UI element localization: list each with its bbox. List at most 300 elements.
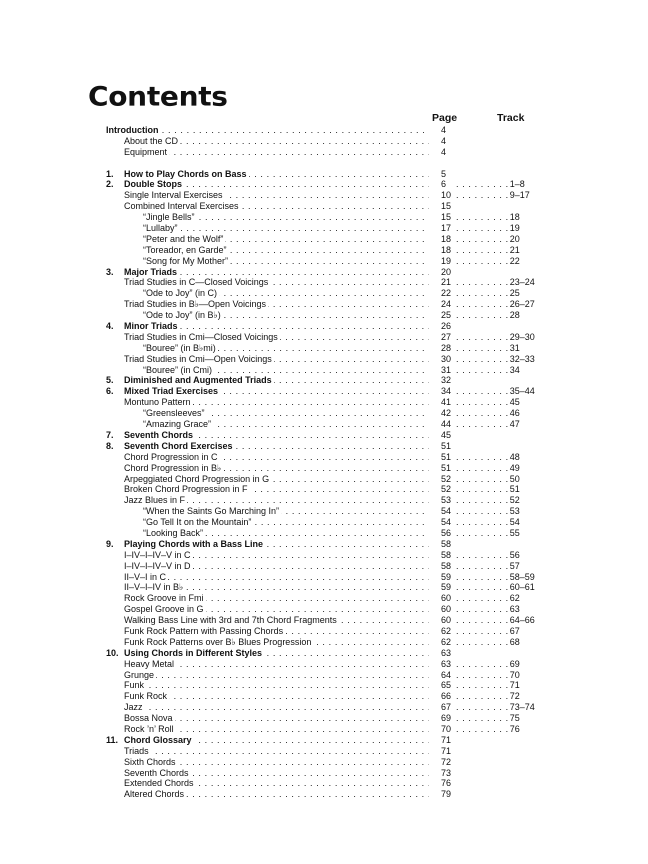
track-number-text: 55 — [509, 527, 520, 538]
page-number: 4 — [441, 125, 447, 135]
track-leader-dots: . . . . . . . . . — [456, 658, 509, 669]
entry-title-text: Seventh Chords — [124, 429, 194, 440]
entry-title-text: Double Stops — [124, 179, 182, 190]
track-leader-dots: . . . . . . . . . — [456, 582, 509, 593]
track-number-text: 31 — [509, 342, 520, 353]
page-number: 44 — [441, 419, 452, 430]
page-number: 54 — [441, 506, 452, 517]
toc-entry — [106, 354, 546, 365]
track-number-text: 22 — [509, 255, 520, 266]
entry-title-text: II–V–I–IV in B♭ — [124, 582, 184, 593]
track-number-text: 50 — [509, 473, 520, 484]
page-number: 60 — [441, 615, 452, 626]
track-leader-dots: . . . . . . . . . — [456, 244, 509, 255]
entry-title-text: Single Interval Exercises — [124, 190, 223, 201]
entry-title-text: “Bouree” (in B♭mi) — [143, 342, 216, 353]
entry-title — [143, 506, 429, 517]
track-number — [456, 256, 548, 267]
track-number-text: 52 — [509, 495, 520, 506]
entry-title — [143, 223, 429, 234]
entry-title — [124, 354, 429, 365]
entry-title — [124, 277, 429, 288]
entry-title — [124, 375, 429, 386]
entry-title-text: Combined Interval Exercises — [124, 201, 239, 212]
track-number — [456, 223, 548, 234]
entry-title — [124, 572, 429, 583]
entry-title-text: Funk Rock Pattern with Passing Chords — [124, 625, 284, 636]
track-number — [456, 234, 548, 245]
toc-entry — [106, 408, 546, 419]
track-leader-dots: . . . . . . . . . — [456, 190, 509, 201]
track-number — [456, 419, 548, 430]
track-leader-dots: . . . . . . . . . — [456, 636, 509, 647]
track-number — [456, 288, 548, 299]
entry-title-text: Jazz Blues in F — [124, 495, 186, 506]
track-leader-dots: . . . . . . . . . — [456, 223, 509, 234]
entry-title — [124, 680, 429, 691]
track-leader-dots: . . . . . . . . . — [456, 397, 509, 408]
toc-entry — [106, 539, 546, 550]
page-number: 4 — [441, 135, 447, 146]
track-leader-dots: . . . . . . . . . — [456, 495, 509, 506]
page-title: Contents — [88, 80, 228, 113]
toc-entry — [106, 147, 546, 158]
page-number: 17 — [441, 223, 452, 234]
entry-title-text: Funk Rock Patterns over B♭ Blues Progression — [124, 636, 312, 647]
entry-title-text: Sixth Chords — [124, 756, 176, 767]
entry-title — [143, 408, 429, 419]
track-leader-dots: . . . . . . . . . — [456, 473, 509, 484]
toc-entry — [106, 321, 546, 332]
track-number-text: 72 — [509, 691, 520, 702]
entry-title-text: “Ode to Joy” (in C) — [143, 288, 218, 299]
toc-entry — [106, 190, 546, 201]
entry-title-text: Mixed Triad Exercises — [124, 386, 219, 397]
page-number: 18 — [441, 233, 452, 244]
toc-entry — [106, 670, 546, 681]
toc-entry — [106, 245, 546, 256]
page-number: 52 — [441, 473, 452, 484]
toc-entry — [106, 691, 546, 702]
track-leader-dots: . . . . . . . . . — [456, 288, 509, 299]
toc-entry — [106, 648, 546, 659]
entry-title-text: Playing Chords with a Bass Line — [124, 538, 264, 549]
track-number-text: 47 — [509, 419, 520, 430]
entry-title — [124, 147, 429, 158]
track-number-text: 68 — [509, 636, 520, 647]
chapter-number: 5. — [106, 375, 114, 386]
entry-title — [124, 550, 429, 561]
toc-entry — [106, 582, 546, 593]
track-leader-dots: . . . . . . . . . — [456, 255, 509, 266]
track-number-text: 67 — [509, 625, 520, 636]
track-number-text: 51 — [509, 484, 520, 495]
track-number-text: 32–33 — [509, 353, 535, 364]
entry-title-text: How to Play Chords on Bass — [124, 168, 247, 179]
track-number-text: 45 — [509, 397, 520, 408]
track-number-text: 26–27 — [509, 299, 535, 310]
toc-entry — [106, 201, 546, 212]
track-column-header: Track — [497, 112, 525, 124]
toc-entry — [106, 452, 546, 463]
track-number-text: 46 — [509, 408, 520, 419]
track-leader-dots: . . . . . . . . . — [456, 604, 509, 615]
track-leader-dots: . . . . . . . . . — [456, 212, 509, 223]
page-number: 65 — [441, 680, 452, 691]
entry-title-text: Triad Studies in C—Closed Voicings — [124, 277, 269, 288]
toc-entry — [106, 136, 546, 147]
track-number — [456, 212, 548, 223]
page-number: 58 — [441, 549, 452, 560]
entry-title — [124, 757, 429, 768]
track-number — [456, 680, 548, 691]
toc-entry — [106, 386, 546, 397]
entry-title-text: “Ode to Joy” (in B♭) — [143, 310, 221, 321]
entry-title — [124, 702, 429, 713]
entry-title-text: Bossa Nova — [124, 713, 173, 724]
entry-title-text: Major Triads — [124, 266, 178, 277]
toc-entry — [106, 474, 546, 485]
toc-entry — [106, 517, 546, 528]
entry-title — [124, 691, 429, 702]
track-number — [456, 397, 548, 408]
entry-title — [124, 190, 429, 201]
entry-title-text: Gospel Groove in G — [124, 604, 204, 615]
entry-title — [106, 125, 429, 136]
entry-title-text: “Lullaby” — [143, 223, 178, 234]
entry-title — [124, 332, 429, 343]
track-number-text: 71 — [509, 680, 520, 691]
entry-title-text: Grunge — [124, 669, 155, 680]
entry-title — [124, 615, 429, 626]
toc-entry — [106, 169, 546, 180]
entry-title — [143, 288, 429, 299]
page-number: 76 — [441, 778, 452, 789]
track-leader-dots: . . . . . . . . . — [456, 615, 509, 626]
page-number: 66 — [441, 691, 452, 702]
entry-title — [143, 365, 429, 376]
page-number: 79 — [441, 789, 452, 800]
page-number: 25 — [441, 310, 452, 321]
track-number-text: 73–74 — [509, 702, 535, 713]
track-number-text: 21 — [509, 244, 520, 255]
track-leader-dots: . . . . . . . . . — [456, 549, 509, 560]
page-number: 41 — [441, 397, 452, 408]
page-number: 15 — [441, 201, 452, 212]
track-leader-dots: . . . . . . . . . — [456, 527, 509, 538]
track-leader-dots: . . . . . . . . . — [456, 408, 509, 419]
track-leader-dots: . . . . . . . . . — [456, 680, 509, 691]
entry-title — [124, 539, 429, 550]
toc-entry — [106, 397, 546, 408]
entry-title — [143, 517, 429, 528]
entry-title — [124, 169, 429, 180]
entry-title — [124, 386, 429, 397]
entry-title-text: “Looking Back” — [143, 527, 204, 538]
page-number: 27 — [441, 331, 452, 342]
page-number: 5 — [441, 168, 447, 179]
entry-title-text: Seventh Chord Exercises — [124, 440, 233, 451]
track-number-text: 56 — [509, 549, 520, 560]
entry-title — [143, 419, 429, 430]
track-leader-dots: . . . . . . . . . — [456, 702, 509, 713]
track-leader-dots: . . . . . . . . . — [456, 669, 509, 680]
toc-entry — [106, 637, 546, 648]
entry-title — [124, 452, 429, 463]
track-number — [456, 277, 548, 288]
track-leader-dots: . . . . . . . . . — [456, 451, 509, 462]
page-number: 67 — [441, 702, 452, 713]
page-number: 69 — [441, 713, 452, 724]
entry-title — [124, 441, 429, 452]
entry-title — [124, 768, 429, 779]
entry-title-text: Walking Bass Line with 3rd and 7th Chord Fragments — [124, 615, 337, 626]
entry-title — [124, 659, 429, 670]
page-number: 63 — [441, 647, 452, 658]
entry-title — [124, 582, 429, 593]
track-number — [456, 572, 548, 583]
toc-entry — [106, 495, 546, 506]
track-leader-dots: . . . . . . . . . — [456, 179, 509, 190]
chapter-number: 10. — [106, 647, 119, 658]
track-number-text: 53 — [509, 506, 520, 517]
toc-entry — [106, 179, 546, 190]
track-leader-dots: . . . . . . . . . — [456, 506, 509, 517]
track-number — [456, 582, 548, 593]
entry-title-text: “Jingle Bells” — [143, 212, 195, 223]
toc-entry — [106, 223, 546, 234]
track-number — [456, 550, 548, 561]
entry-title-text: “Bouree” (in Cmi) — [143, 364, 213, 375]
track-leader-dots: . . . . . . . . . — [456, 691, 509, 702]
track-leader-dots: . . . . . . . . . — [456, 364, 509, 375]
track-number — [456, 474, 548, 485]
entry-title-text: “Amazing Grace” — [143, 419, 212, 430]
toc-entry — [106, 463, 546, 474]
track-leader-dots: . . . . . . . . . — [456, 233, 509, 244]
entry-title-text: I–IV–I–IV–V in C — [124, 549, 191, 560]
page-number: 20 — [441, 266, 452, 277]
entry-title — [124, 789, 429, 800]
entry-title — [124, 397, 429, 408]
chapter-number: 3. — [106, 266, 114, 277]
track-leader-dots: . . . . . . . . . — [456, 560, 509, 571]
toc-entry — [106, 768, 546, 779]
page-number: 19 — [441, 255, 452, 266]
toc-entry — [106, 702, 546, 713]
toc-entry — [106, 125, 546, 136]
entry-title-text: “Toreador, en Garde” — [143, 244, 227, 255]
track-number — [456, 343, 548, 354]
chapter-number: 4. — [106, 321, 114, 332]
page-number: 70 — [441, 723, 452, 734]
chapter-number: 6. — [106, 386, 114, 397]
track-number — [456, 332, 548, 343]
entry-title — [143, 256, 429, 267]
entry-title — [124, 430, 429, 441]
track-number — [456, 593, 548, 604]
page-number: 30 — [441, 353, 452, 364]
entry-title — [124, 670, 429, 681]
entry-title — [124, 746, 429, 757]
page-number: 51 — [441, 440, 452, 451]
page-column-header: Page — [432, 112, 458, 124]
track-number — [456, 702, 548, 713]
entry-title — [124, 179, 429, 190]
toc-entry — [106, 626, 546, 637]
page-number: 71 — [441, 734, 452, 745]
toc-entry — [106, 735, 546, 746]
track-number-text: 69 — [509, 658, 520, 669]
track-number-text: 64–66 — [509, 615, 535, 626]
entry-title — [124, 201, 429, 212]
entry-title-text: “When the Saints Go Marching In” — [143, 506, 280, 517]
entry-title-text: I–IV–I–IV–V in D — [124, 560, 191, 571]
entry-title — [124, 299, 429, 310]
page-number: 45 — [441, 429, 452, 440]
track-number-text: 25 — [509, 288, 520, 299]
toc-entry — [106, 332, 546, 343]
track-number — [456, 190, 548, 201]
track-number-text: 28 — [509, 310, 520, 321]
track-leader-dots: . . . . . . . . . — [456, 723, 509, 734]
entry-title-text: Minor Triads — [124, 321, 178, 332]
track-number-text: 60–61 — [509, 582, 535, 593]
page-number: 58 — [441, 538, 452, 549]
track-number — [456, 310, 548, 321]
track-number-text: 1–8 — [509, 179, 525, 190]
track-number — [456, 724, 548, 735]
track-number — [456, 463, 548, 474]
track-number-text: 20 — [509, 233, 520, 244]
track-leader-dots: . . . . . . . . . — [456, 419, 509, 430]
track-number — [456, 299, 548, 310]
track-number — [456, 528, 548, 539]
entry-title-text: Rock ’n’ Roll — [124, 723, 174, 734]
page-number: 54 — [441, 517, 452, 528]
entry-title — [124, 626, 429, 637]
track-number — [456, 452, 548, 463]
page-number: 26 — [441, 321, 452, 332]
track-leader-dots: . . . . . . . . . — [456, 571, 509, 582]
toc-entry — [106, 343, 546, 354]
track-number-text: 19 — [509, 223, 520, 234]
entry-title — [124, 484, 429, 495]
track-number — [456, 495, 548, 506]
chapter-number: 1. — [106, 168, 114, 179]
track-number-text: 62 — [509, 593, 520, 604]
track-leader-dots: . . . . . . . . . — [456, 517, 509, 528]
toc-entry — [106, 441, 546, 452]
entry-title — [124, 604, 429, 615]
entry-title — [143, 245, 429, 256]
toc-entry — [106, 615, 546, 626]
track-number — [456, 713, 548, 724]
entry-title-text: Rock Groove in Fmi — [124, 593, 204, 604]
entry-title-text: Diminished and Augmented Triads — [124, 375, 272, 386]
track-number — [456, 670, 548, 681]
page-number: 4 — [441, 146, 447, 157]
toc-entry — [106, 310, 546, 321]
toc-entry — [106, 593, 546, 604]
track-number-text: 23–24 — [509, 277, 535, 288]
track-leader-dots: . . . . . . . . . — [456, 593, 509, 604]
entry-title — [124, 561, 429, 572]
entry-title — [124, 648, 429, 659]
toc-entry — [106, 778, 546, 789]
page-number: 22 — [441, 288, 452, 299]
entry-title-text: Using Chords in Different Styles — [124, 647, 263, 658]
track-number — [456, 506, 548, 517]
track-number-text: 54 — [509, 517, 520, 528]
entry-title — [124, 136, 429, 147]
track-number — [456, 245, 548, 256]
page-number: 58 — [441, 560, 452, 571]
entry-title — [124, 735, 429, 746]
track-leader-dots: . . . . . . . . . — [456, 353, 509, 364]
toc-entry — [106, 604, 546, 615]
entry-title-text: Triad Studies in B♭—Open Voicings — [124, 299, 266, 310]
toc-entry — [106, 234, 546, 245]
track-leader-dots: . . . . . . . . . — [456, 386, 509, 397]
entry-title-text: Introduction — [106, 125, 159, 135]
entry-title-text: Chord Progression in B♭ — [124, 462, 222, 473]
track-leader-dots: . . . . . . . . . — [456, 299, 509, 310]
entry-title — [124, 724, 429, 735]
page-number: 53 — [441, 495, 452, 506]
entry-title — [143, 528, 429, 539]
page-number: 52 — [441, 484, 452, 495]
entry-title — [124, 778, 429, 789]
toc-entry — [106, 430, 546, 441]
entry-title-text: Broken Chord Progression in F — [124, 484, 248, 495]
page-number: 10 — [441, 190, 452, 201]
entry-title-text: Equipment — [124, 146, 168, 157]
entry-title — [124, 474, 429, 485]
table-of-contents — [106, 125, 546, 800]
entry-title-text: Heavy Metal — [124, 658, 175, 669]
toc-entry — [106, 484, 546, 495]
page-number: 24 — [441, 299, 452, 310]
entry-title-text: “Peter and the Wolf” — [143, 233, 224, 244]
entry-title-text: Chord Glossary — [124, 734, 192, 745]
entry-title-text: About the CD — [124, 135, 179, 146]
entry-title-text: “Go Tell It on the Mountain” — [143, 517, 252, 528]
track-number — [456, 659, 548, 670]
page-number: 60 — [441, 593, 452, 604]
track-leader-dots: . . . . . . . . . — [456, 342, 509, 353]
page-number: 21 — [441, 277, 452, 288]
track-number-text: 48 — [509, 451, 520, 462]
toc-entry — [106, 267, 546, 278]
page-number: 32 — [441, 375, 452, 386]
entry-title-text: Seventh Chords — [124, 767, 189, 778]
track-number — [456, 517, 548, 528]
track-number-text: 70 — [509, 669, 520, 680]
entry-title-text: II–V–I in C — [124, 571, 167, 582]
entry-title-text: Montuno Pattern — [124, 397, 191, 408]
page-number: 63 — [441, 658, 452, 669]
track-leader-dots: . . . . . . . . . — [456, 331, 509, 342]
entry-title — [124, 321, 429, 332]
entry-title — [124, 463, 429, 474]
chapter-number: 9. — [106, 538, 114, 549]
track-number — [456, 484, 548, 495]
entry-title-text: Funk — [124, 680, 145, 691]
page-number: 73 — [441, 767, 452, 778]
track-leader-dots: . . . . . . . . . — [456, 625, 509, 636]
track-number-text: 63 — [509, 604, 520, 615]
